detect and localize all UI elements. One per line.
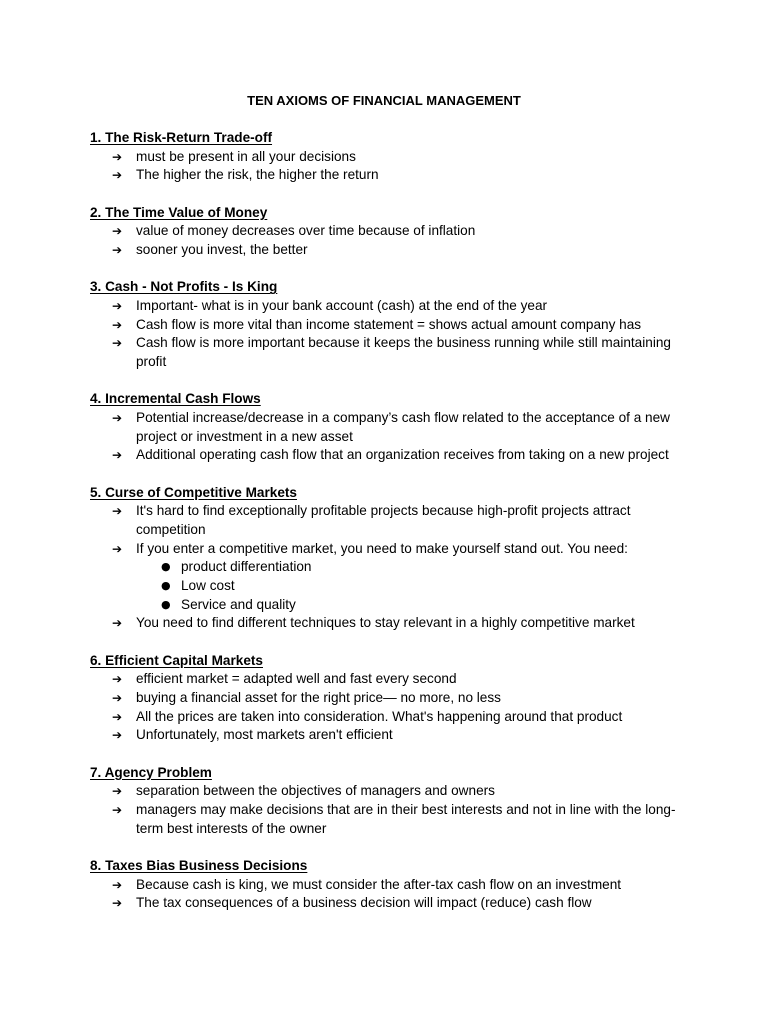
arrow-bullet-icon: ➔ bbox=[112, 336, 123, 351]
list-item-text: separation between the objectives of managers and owners bbox=[136, 783, 495, 799]
arrow-bullet-icon: ➔ bbox=[112, 691, 123, 706]
sub-list-item-text: product differentiation bbox=[181, 559, 312, 575]
section-incremental-cash-flows bbox=[90, 390, 690, 465]
arrow-bullet-icon: ➔ bbox=[112, 672, 123, 687]
sub-list-item bbox=[136, 577, 690, 596]
list-item-text: efficient market = adapted well and fast every second bbox=[136, 671, 457, 687]
bullet-list bbox=[90, 876, 690, 913]
arrow-bullet-icon: ➔ bbox=[112, 803, 123, 818]
list-item-text: sooner you invest, the better bbox=[136, 242, 308, 258]
bullet-list bbox=[90, 670, 690, 745]
section-heading: 4. Incremental Cash Flows bbox=[90, 391, 261, 407]
section-agency-problem bbox=[90, 764, 690, 839]
list-item-text: Cash flow is more vital than income statement = shows actual amount company has bbox=[136, 316, 642, 332]
section-heading: 5. Curse of Competitive Markets bbox=[90, 484, 297, 500]
list-item-text: Cash flow is more important because it keeps the business running while still maintaining profit bbox=[136, 335, 671, 370]
section-cash-is-king bbox=[90, 278, 690, 372]
sub-bullet-list bbox=[136, 558, 690, 614]
arrow-bullet-icon: ➔ bbox=[112, 224, 123, 239]
sub-list-item bbox=[136, 558, 690, 577]
arrow-bullet-icon: ➔ bbox=[112, 168, 123, 183]
list-item bbox=[90, 316, 690, 335]
document-title: TEN AXIOMS OF FINANCIAL MANAGEMENT bbox=[247, 93, 521, 108]
list-item-text: Additional operating cash flow that an organization receives from taking on a new project bbox=[136, 447, 669, 463]
list-item-text: Potential increase/decrease in a company’s cash flow related to the acceptance of a new project or investment in a new asset bbox=[136, 409, 670, 444]
list-item-text: The tax consequences of a business decision will impact (reduce) cash flow bbox=[136, 895, 592, 911]
list-item-text: buying a financial asset for the right price— no more, no less bbox=[136, 690, 501, 706]
list-item-text: managers may make decisions that are in their best interests and not in line with the long-term best interests of the owner bbox=[136, 802, 676, 836]
list-item bbox=[90, 670, 690, 689]
section-heading: 1. The Risk-Return Trade-off bbox=[90, 130, 273, 145]
arrow-bullet-icon: ➔ bbox=[112, 298, 123, 313]
bullet-list bbox=[90, 148, 690, 185]
sub-list-item-text: Low cost bbox=[181, 578, 235, 594]
sub-list-item-text: Service and quality bbox=[181, 596, 296, 612]
arrow-bullet-icon: ➔ bbox=[112, 317, 123, 332]
bullet-list bbox=[90, 409, 690, 465]
list-item bbox=[90, 876, 690, 895]
list-item-text: Important- what is in your bank account (cash) at the end of the year bbox=[136, 297, 548, 313]
sub-list-item bbox=[136, 596, 690, 615]
bullet-list bbox=[90, 297, 690, 372]
list-item bbox=[90, 708, 690, 727]
list-item bbox=[90, 334, 690, 371]
section-heading: 8. Taxes Bias Business Decisions bbox=[90, 858, 308, 873]
list-item bbox=[90, 502, 690, 539]
arrow-bullet-icon: ➔ bbox=[112, 616, 123, 631]
list-item-text: value of money decreases over time because of inflation bbox=[136, 223, 476, 239]
list-item bbox=[90, 409, 690, 446]
section-heading: 6. Efficient Capital Markets bbox=[90, 652, 263, 668]
section-heading: 3. Cash - Not Profits - Is King bbox=[90, 279, 278, 295]
section-heading: 2. The Time Value of Money bbox=[90, 204, 268, 220]
list-item-text: All the prices are taken into consideration. What's happening around that product bbox=[136, 708, 623, 724]
list-item-text: Because cash is king, we must consider the after-tax cash flow on an investment bbox=[136, 876, 622, 892]
list-item bbox=[90, 689, 690, 708]
arrow-bullet-icon: ➔ bbox=[112, 448, 123, 463]
list-item bbox=[90, 446, 690, 465]
section-taxes-bias bbox=[90, 857, 690, 913]
section-time-value bbox=[90, 204, 690, 260]
bullet-list bbox=[90, 222, 690, 259]
list-item-text: It's hard to find exceptionally profitable projects because high-profit projects attract competition bbox=[136, 503, 631, 537]
list-item bbox=[90, 148, 690, 167]
dot-bullet-icon: ● bbox=[161, 560, 171, 574]
list-item bbox=[90, 726, 690, 745]
arrow-bullet-icon: ➔ bbox=[112, 243, 123, 258]
section-competitive-markets bbox=[90, 484, 690, 634]
dot-bullet-icon: ● bbox=[161, 597, 171, 611]
arrow-bullet-icon: ➔ bbox=[112, 896, 123, 911]
section-heading: 7. Agency Problem bbox=[90, 764, 212, 780]
list-item-text: Unfortunately, most markets aren't efficient bbox=[136, 727, 393, 743]
list-item bbox=[90, 166, 690, 185]
list-item bbox=[90, 297, 690, 316]
arrow-bullet-icon: ➔ bbox=[112, 410, 123, 425]
arrow-bullet-icon: ➔ bbox=[112, 709, 123, 724]
section-risk-return bbox=[90, 129, 690, 185]
arrow-bullet-icon: ➔ bbox=[112, 784, 123, 799]
document-body bbox=[90, 129, 690, 932]
list-item-text: If you enter a competitive market, you need to make yourself stand out. You need: bbox=[136, 540, 628, 556]
arrow-bullet-icon: ➔ bbox=[112, 877, 123, 892]
list-item bbox=[90, 540, 690, 615]
section-efficient-markets bbox=[90, 652, 690, 746]
arrow-bullet-icon: ➔ bbox=[112, 728, 123, 743]
bullet-list bbox=[90, 782, 690, 838]
list-item-text: You need to find different techniques to stay relevant in a highly competitive market bbox=[136, 615, 635, 631]
list-item-text: The higher the risk, the higher the return bbox=[136, 167, 379, 183]
list-item bbox=[90, 894, 690, 913]
arrow-bullet-icon: ➔ bbox=[112, 149, 123, 164]
list-item bbox=[90, 222, 690, 241]
list-item bbox=[90, 801, 690, 838]
list-item-text: must be present in all your decisions bbox=[136, 148, 356, 164]
arrow-bullet-icon: ➔ bbox=[112, 541, 123, 556]
list-item bbox=[90, 614, 690, 633]
arrow-bullet-icon: ➔ bbox=[112, 504, 123, 519]
list-item bbox=[90, 782, 690, 801]
bullet-list bbox=[90, 502, 690, 633]
dot-bullet-icon: ● bbox=[161, 579, 171, 593]
list-item bbox=[90, 241, 690, 260]
